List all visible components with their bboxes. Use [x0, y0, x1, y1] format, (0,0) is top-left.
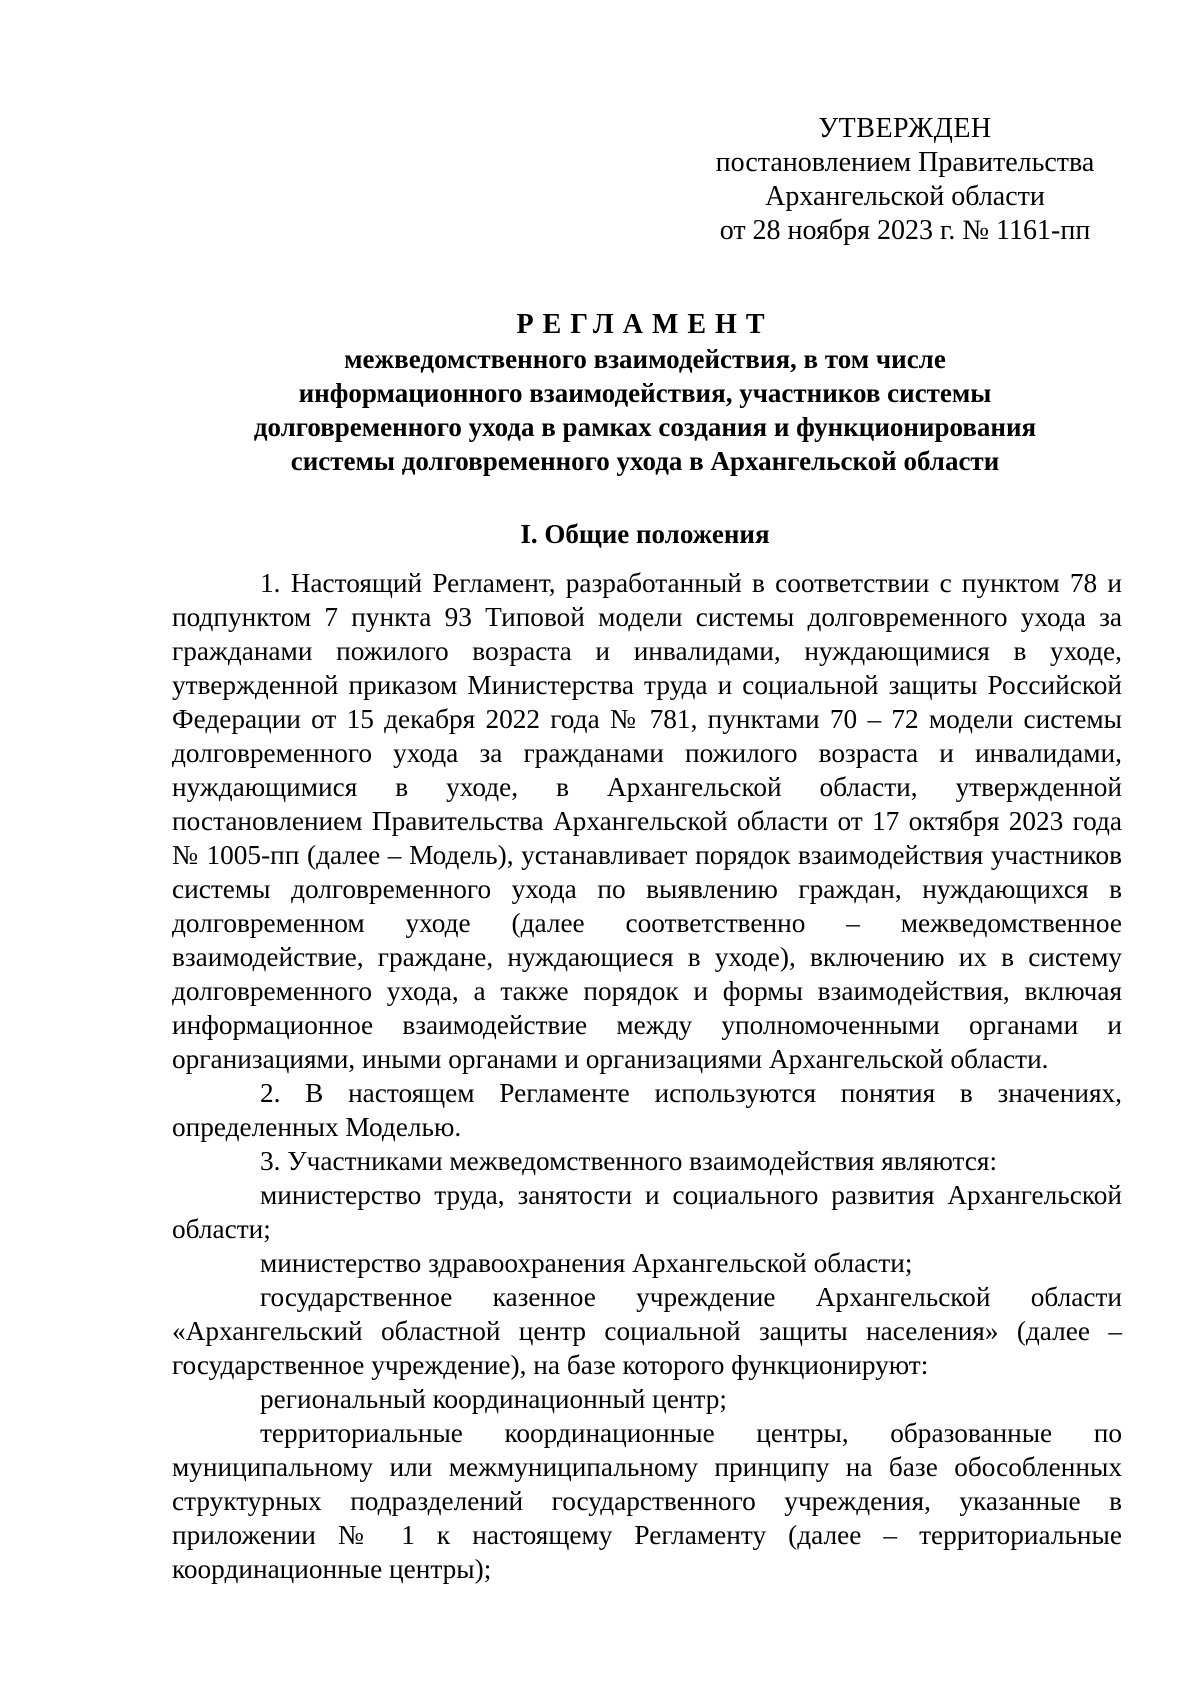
approval-stamp	[705, 112, 1105, 248]
paragraph: министерство здравоохранения Архангельской области;	[260, 1248, 913, 1278]
approval-line: от 28 ноября 2023 г. № 1161-пп	[719, 215, 1091, 246]
paragraph: территориальные координационные центры, образованные по муниципальному или межмуниципальному принципу на базе обособленных структурных подразделений государственного учреждения, указанные в приложении № 1 к настоящему Регламенту (далее – территориальные координационные центры);	[172, 1418, 1122, 1584]
document-title-block	[170, 308, 1120, 478]
document-subtitle-line: системы долговременного ухода в Архангельской области	[290, 446, 1000, 476]
section-heading: I. Общие положения	[520, 519, 770, 549]
paragraph: 2. В настоящем Регламенте используются понятия в значениях, определенных Моделью.	[172, 1078, 1122, 1142]
document-subtitle-line: информационного взаимодействия, участников системы	[298, 378, 992, 408]
document-subtitle-line: долговременного ухода в рамках создания и функционирования	[253, 412, 1037, 442]
paragraph: 3. Участниками межведомственного взаимодействия являются:	[260, 1146, 998, 1176]
paragraph: региональный координационный центр;	[260, 1384, 727, 1414]
paragraph: министерство труда, занятости и социального развития Архангельской области;	[172, 1180, 1122, 1244]
approval-line: постановлением Правительства	[715, 147, 1095, 178]
document-body	[172, 566, 1122, 1586]
paragraph: 1. Настоящий Регламент, разработанный в соответствии с пунктом 78 и подпунктом 7 пункта 93 Типовой модели системы долговременного ухода за гражданами пожилого возраста и инвалидами, нуждающимися в уходе, утвержденной приказом Министерства труда и социальной защиты Российской Федерации от 15 декабря 2022 года № 781, пунктами 70 – 72 модели системы долговременного ухода за гражданами пожилого возраста и инвалидами, нуждающимися в уходе, в Архангельской области, утвержденной постановлением Правительства Архангельской области от 17 октября 2023 года № 1005-пп (далее – Модель), устанавливает порядок взаимодействия участников системы долговременного ухода по выявлению граждан, нуждающихся в долговременном уходе (далее соответственно – межведомственное взаимодействие, граждане, нуждающиеся в уходе), включению их в систему долговременного ухода, а также порядок и формы взаимодействия, включая информационное взаимодействие между уполномоченными органами и организациями, иными органами и организациями Архангельской области.	[172, 568, 1122, 1074]
document-subtitle-line: межведомственного взаимодействия, в том числе	[344, 344, 946, 374]
paragraph: государственное казенное учреждение Архангельской области «Архангельский областной центр социальной защиты населения» (далее – государственное учреждение), на базе которого функционируют:	[172, 1282, 1122, 1380]
approval-line: Архангельской области	[765, 181, 1045, 212]
document-title: РЕГЛАМЕНТ	[516, 309, 774, 340]
approval-title: УТВЕРЖДЕН	[818, 113, 992, 144]
